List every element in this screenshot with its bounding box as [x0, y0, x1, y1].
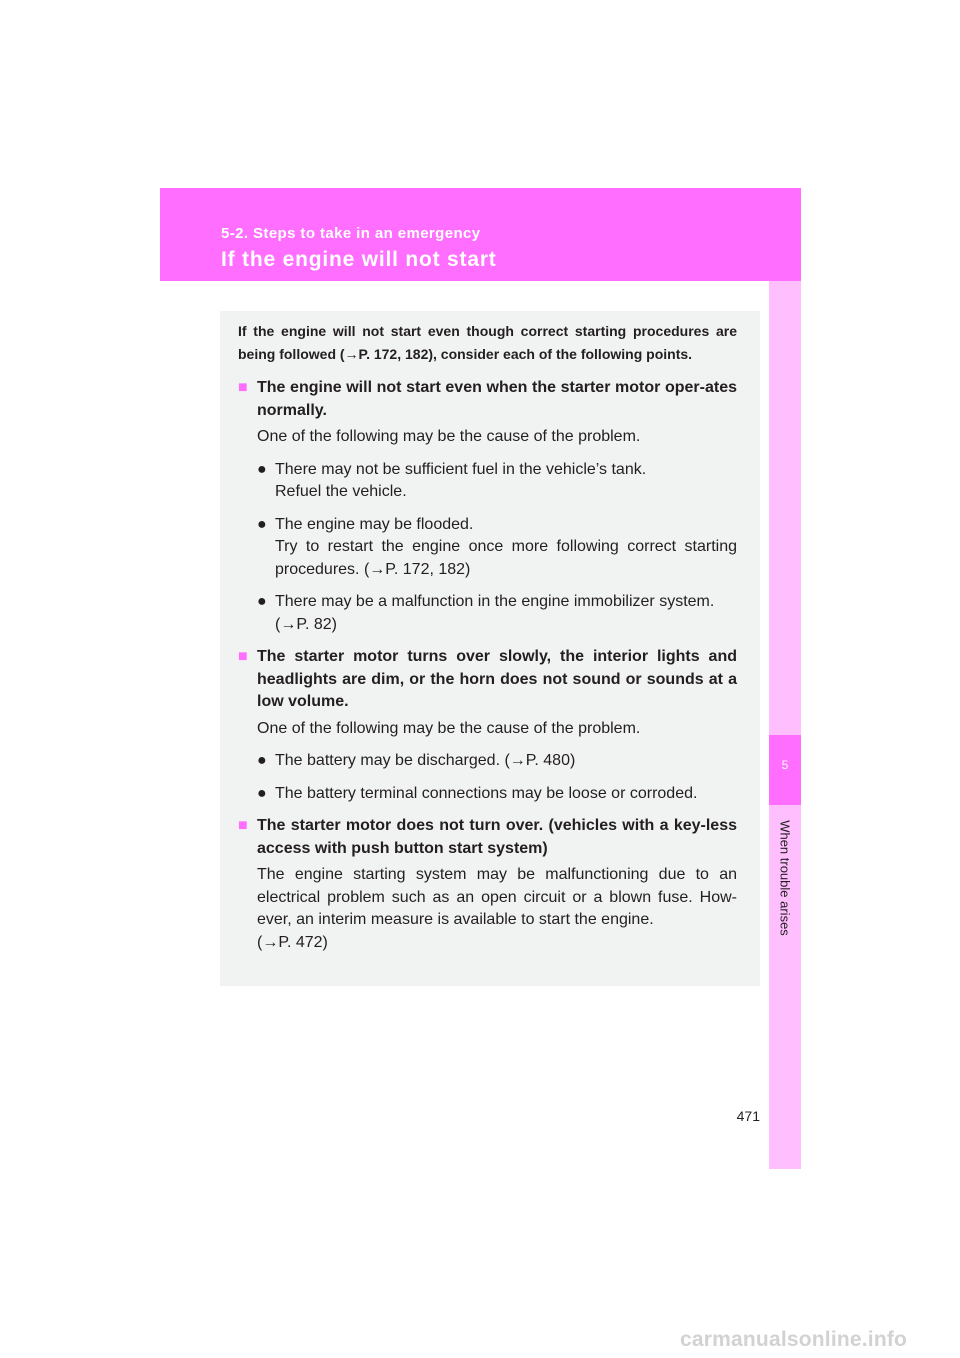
topic-heading: The starter motor does not turn over. (vehicles with a key-less access with push button start system)	[257, 817, 737, 857]
list-item	[257, 750, 737, 773]
section-label: 5-2. Steps to take in an emergency	[221, 225, 481, 242]
chapter-name: When trouble arises	[777, 820, 793, 936]
topic-heading: The engine will not start even when the starter motor oper-ates normally.	[257, 379, 737, 419]
intro-text: If the engine will not start even though correct starting procedures are being followed (→P. 172, 182), consider each of the following points.	[238, 323, 737, 362]
list-item-text: Refuel the vehicle.	[275, 483, 407, 500]
list-item-text: The battery may be discharged. (→P. 480)	[275, 752, 576, 769]
square-bullet-icon: ■	[238, 648, 248, 665]
side-index-strip	[769, 281, 801, 1169]
topic-body: One of the following may be the cause of the problem.	[257, 719, 641, 737]
list-item	[257, 783, 737, 806]
dot-bullet-icon: ●	[257, 752, 267, 769]
dot-bullet-icon: ●	[257, 515, 267, 533]
topic-engine-no-start	[238, 377, 737, 636]
topic-body: The engine starting system may be malfunctioning due to an electrical problem such as an open circuit or a blown fuse. How-ever, an interim measure is available to start the engine.	[257, 866, 737, 928]
topic-starter-slow	[238, 646, 737, 805]
topic-heading: The starter motor turns over slowly, the interior lights and headlights are dim, or the horn does not sound or sounds at a low volume.	[257, 648, 737, 710]
chapter-tab[interactable]	[769, 735, 801, 805]
list-item	[257, 459, 737, 504]
list-item-text: The battery terminal connections may be loose or corroded.	[275, 784, 698, 802]
page-number: 471	[736, 1108, 760, 1124]
dot-bullet-icon: ●	[257, 784, 267, 802]
topic-body: One of the following may be the cause of the problem.	[257, 428, 641, 445]
list-item-text: (→P. 82)	[275, 615, 337, 633]
dot-bullet-icon: ●	[257, 460, 267, 478]
list-item	[257, 591, 737, 636]
content-inner	[238, 320, 737, 954]
list-item	[257, 514, 737, 582]
watermark-text: carmanualsonline.info	[680, 1328, 908, 1351]
square-bullet-icon: ■	[238, 817, 248, 834]
dot-bullet-icon: ●	[257, 593, 267, 610]
list-item-text: Try to restart the engine once more following correct starting procedures. (→P. 172, 182)	[275, 538, 737, 578]
content-box	[220, 311, 760, 986]
chapter-header-band	[160, 188, 801, 281]
chapter-number: 5	[781, 758, 789, 772]
square-bullet-icon: ■	[238, 379, 248, 396]
page-reference: (→P. 472)	[257, 933, 328, 951]
list-item-text: There may not be sufficient fuel in the vehicle’s tank.	[275, 460, 647, 478]
topic-starter-no-turn	[238, 815, 737, 954]
list-item-text: There may be a malfunction in the engine immobilizer system.	[275, 593, 715, 610]
list-item-text: The engine may be flooded.	[275, 515, 474, 533]
page-title: If the engine will not start	[221, 248, 497, 271]
